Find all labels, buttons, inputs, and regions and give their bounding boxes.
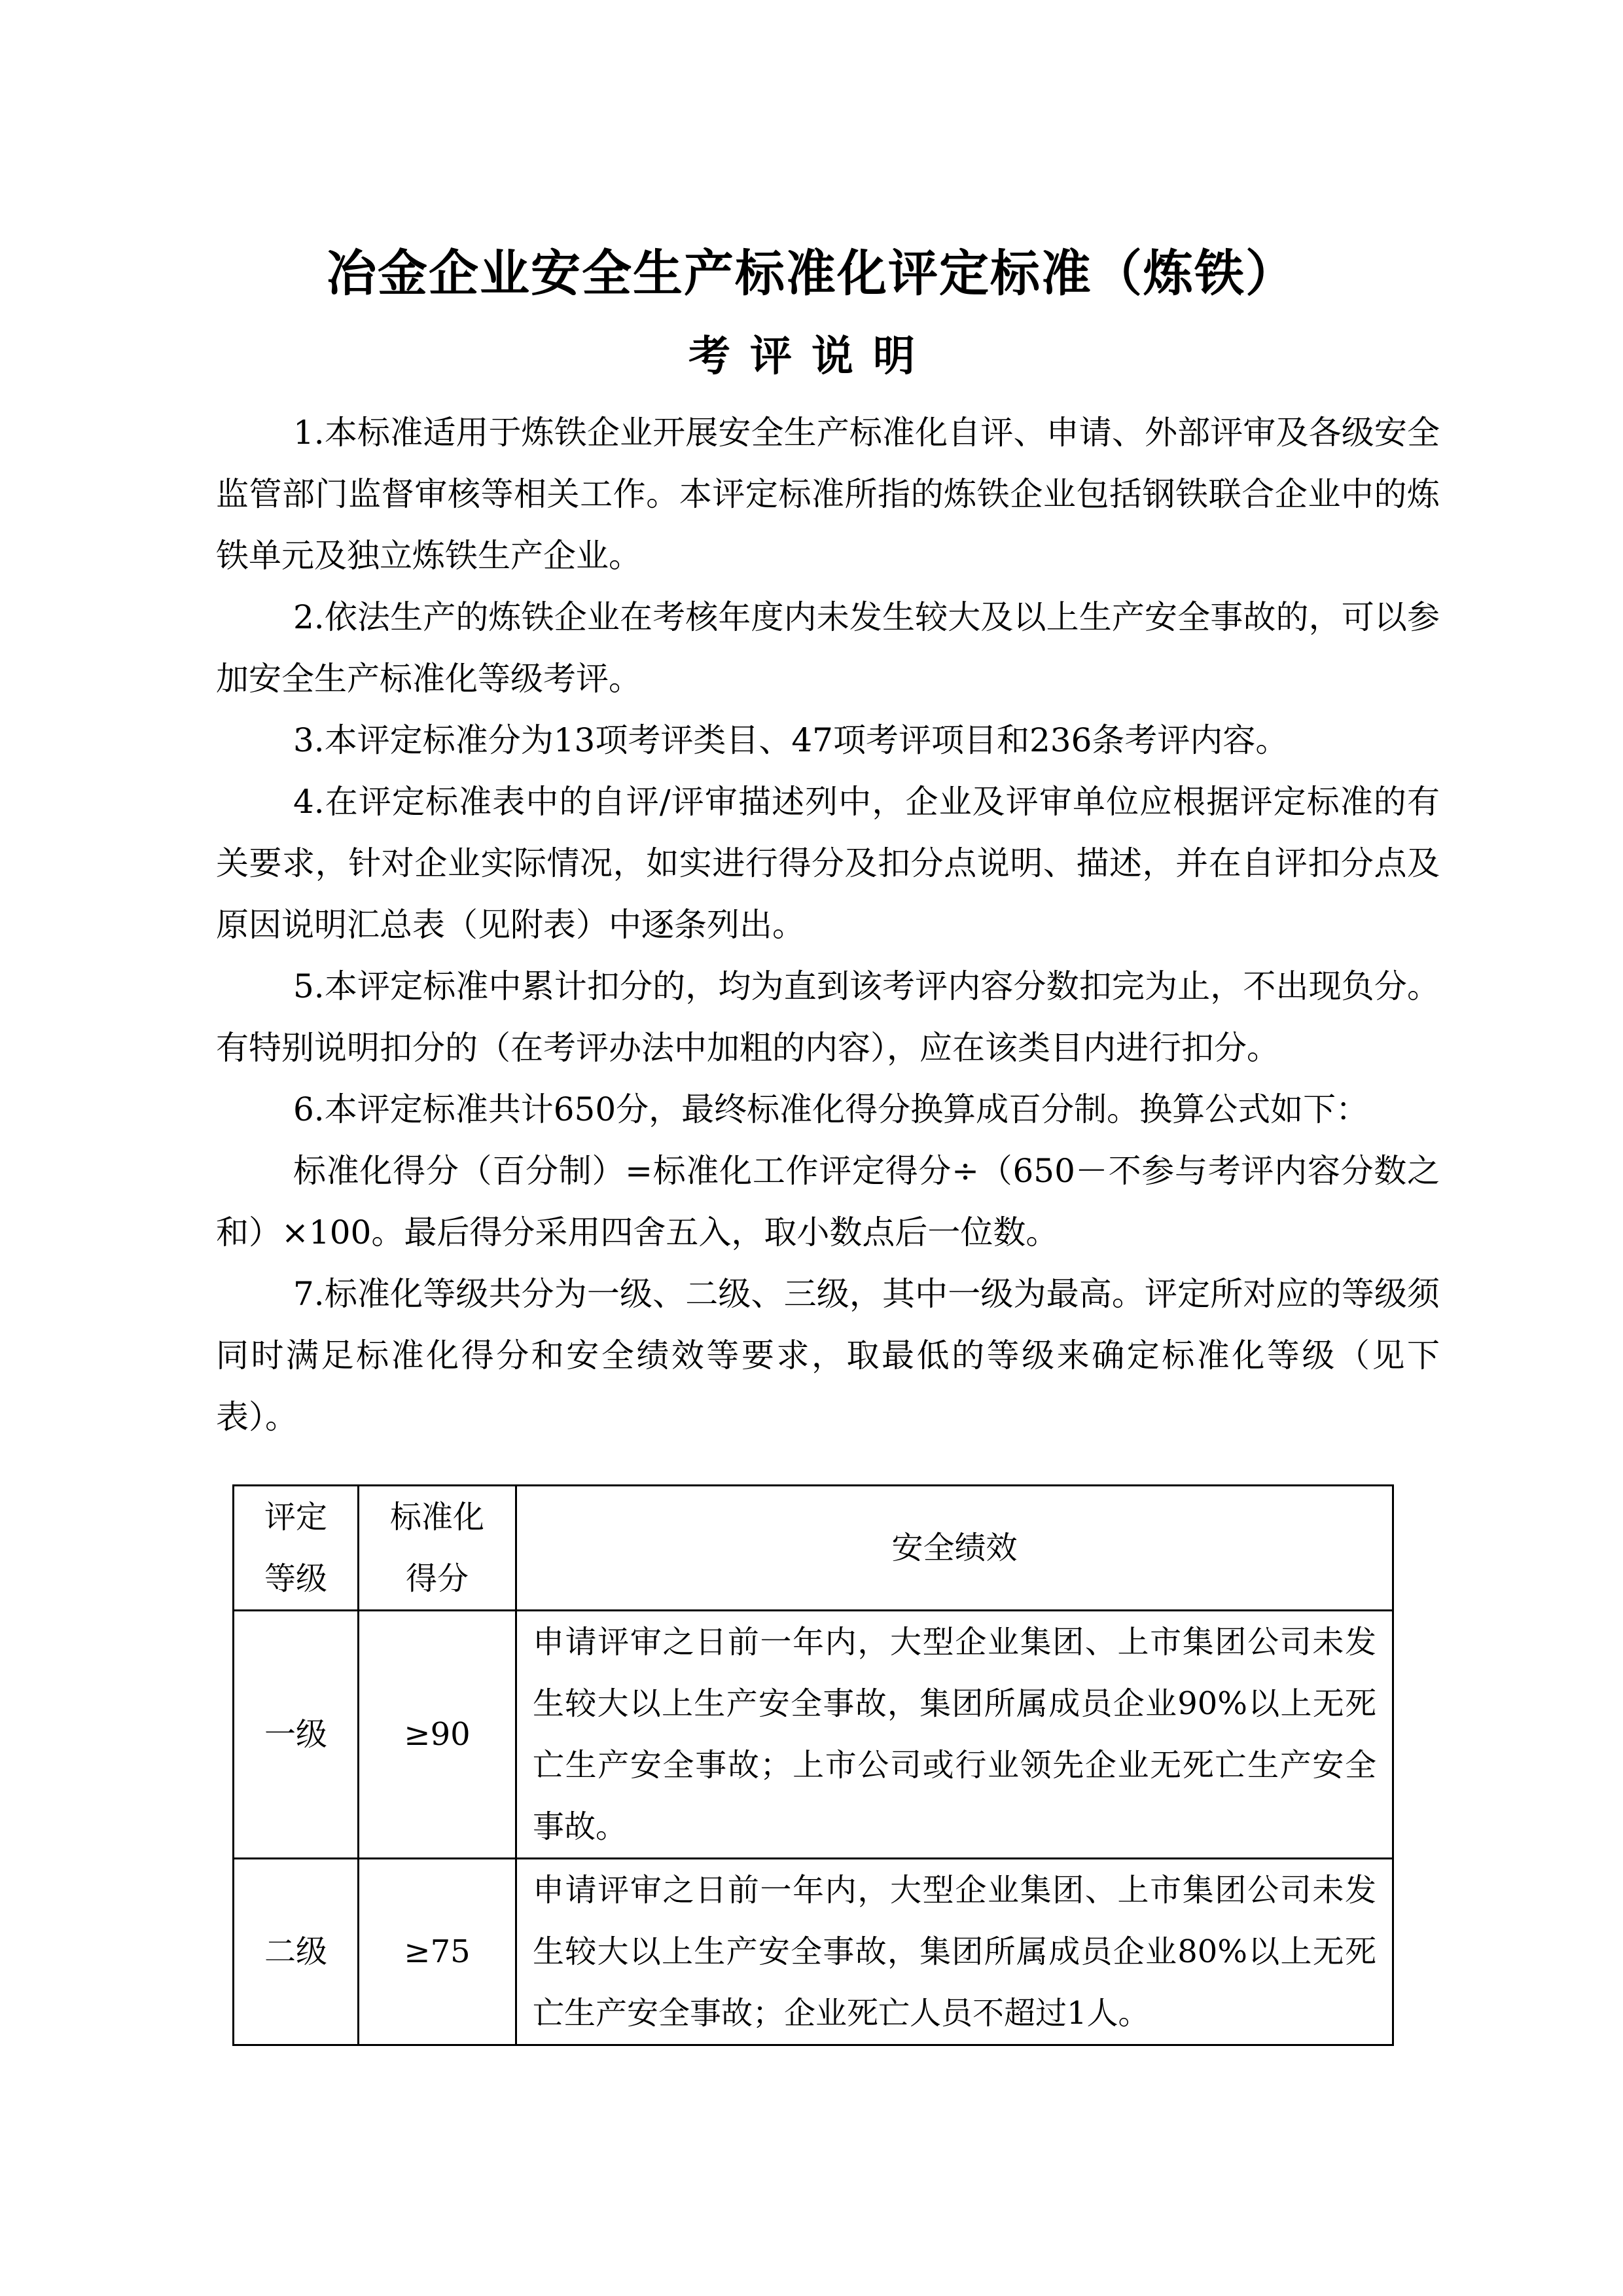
header-score: 标准化得分: [359, 1486, 516, 1611]
score-cell: ≥75: [359, 1859, 516, 2045]
table-row: [234, 1611, 1393, 1859]
grading-table: [232, 1484, 1394, 2046]
body-text: [216, 402, 1440, 1448]
paragraph: 6.本评定标准共计650分，最终标准化得分换算成百分制。换算公式如下：: [293, 1090, 1369, 1128]
level-cell: 二级: [234, 1859, 359, 2045]
level-cell: 一级: [234, 1611, 359, 1859]
paragraph: 1.本标准适用于炼铁企业开展安全生产标准化自评、申请、外部评审及各级安全监管部门监督审核等相关工作。本评定标准所指的炼铁企业包括钢铁联合企业中的炼铁单元及独立炼铁生产企业。: [216, 414, 1440, 575]
performance-cell: 申请评审之日前一年内，大型企业集团、上市集团公司未发生较大以上生产安全事故，集团所属成员企业80%以上无死亡生产安全事故；企业死亡人员不超过1人。: [516, 1859, 1393, 2045]
formula-paragraph: 标准化得分（百分制）=标准化工作评定得分÷（650－不参与考评内容分数之和）×100。最后得分采用四舍五入，取小数点后一位数。: [216, 1152, 1440, 1251]
paragraph: 5.本评定标准中累计扣分的，均为直到该考评内容分数扣完为止，不出现负分。有特别说明扣分的（在考评办法中加粗的内容），应在该类目内进行扣分。: [216, 967, 1440, 1067]
performance-cell: 申请评审之日前一年内，大型企业集团、上市集团公司未发生较大以上生产安全事故，集团所属成员企业90%以上无死亡生产安全事故；上市公司或行业领先企业无死亡生产安全事故。: [516, 1611, 1393, 1859]
table-row: [234, 1859, 1393, 2045]
paragraph: 7.标准化等级共分为一级、二级、三级，其中一级为最高。评定所对应的等级须同时满足标准化得分和安全绩效等要求，取最低的等级来确定标准化等级（见下表）。: [216, 1275, 1440, 1436]
document-subtitle: 考评说明: [688, 332, 935, 381]
header-level: 评定等级: [234, 1486, 359, 1611]
score-cell: ≥90: [359, 1611, 516, 1859]
document-title: 冶金企业安全生产标准化评定标准（炼铁）: [327, 244, 1296, 302]
paragraph: 4.在评定标准表中的自评/评审描述列中，企业及评审单位应根据评定标准的有关要求，针对企业实际情况，如实进行得分及扣分点说明、描述，并在自评扣分点及原因说明汇总表（见附表）中逐条列出。: [216, 783, 1440, 944]
header-performance: 安全绩效: [516, 1486, 1393, 1611]
paragraph: 3.本评定标准分为13项考评类目、47项考评项目和236条考评内容。: [293, 721, 1289, 759]
paragraph: 2.依法生产的炼铁企业在考核年度内未发生较大及以上生产安全事故的，可以参加安全生产标准化等级考评。: [216, 598, 1440, 698]
table-header-row: [234, 1486, 1393, 1611]
